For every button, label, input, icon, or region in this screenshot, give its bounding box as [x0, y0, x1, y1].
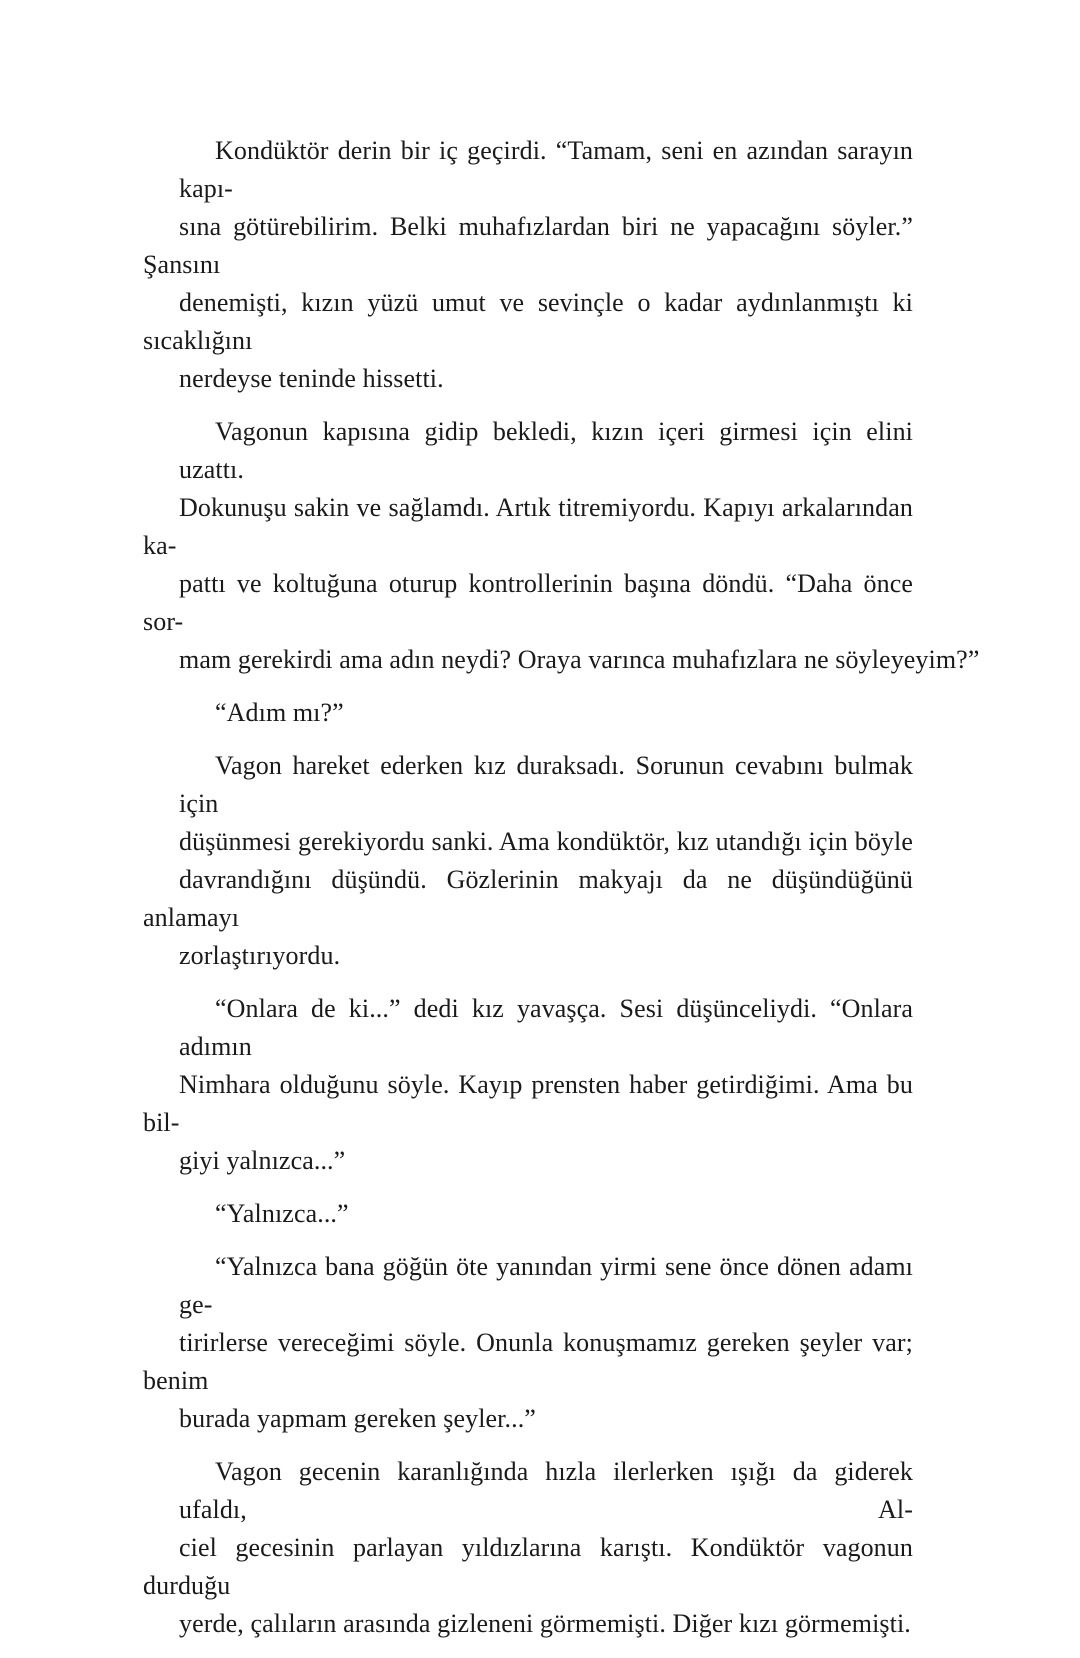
- text-line: Vagonun kapısına gidip bekledi, kızın içeri girmesi için elini uzattı.: [179, 417, 913, 484]
- paragraph-2: [143, 413, 980, 679]
- text-line: Vagon hareket ederken kız duraksadı. Sorunun cevabını bulmak için: [179, 751, 913, 818]
- text-line: Vagon gecenin karanlığında hızla ilerlerken ışığı da giderek ufaldı, Al-: [179, 1457, 913, 1524]
- text-line: Nimhara olduğunu söyle. Kayıp prensten haber getirdiğimi. Ama bu bil-: [143, 1070, 913, 1137]
- paragraph-1: [143, 132, 913, 398]
- text-line: davrandığını düşündü. Gözlerinin makyajı da ne düşündüğünü anlamayı: [143, 865, 913, 932]
- paragraph-4: [143, 747, 913, 975]
- text-line: “Onlara de ki...” dedi kız yavaşça. Sesi düşünceliydi. “Onlara adımın: [179, 994, 913, 1061]
- text-line: nerdeyse teninde hissetti.: [179, 364, 444, 393]
- paragraph-3: [143, 694, 913, 732]
- text-line: Dokunuşu sakin ve sağlamdı. Artık titremiyordu. Kapıyı arkalarından ka-: [143, 493, 913, 560]
- paragraph-7: [143, 1248, 913, 1438]
- text-line: pattı ve koltuğuna oturup kontrollerinin başına döndü. “Daha önce sor-: [143, 569, 913, 636]
- text-line: yerde, çalıların arasında gizleneni görmemişti. Diğer kızı görmemişti.: [179, 1609, 911, 1638]
- text-line: Kondüktör derin bir iç geçirdi. “Tamam, seni en azından sarayın kapı-: [179, 136, 913, 203]
- text-line: giyi yalnızca...”: [179, 1146, 346, 1175]
- text-line: düşünmesi gerekiyordu sanki. Ama kondüktör, kız utandığı için böyle: [179, 827, 913, 856]
- text-line: “Yalnızca...”: [215, 1199, 349, 1228]
- paragraph-5: [143, 990, 913, 1180]
- text-line: sına götürebilirim. Belki muhafızlardan biri ne yapacağını söyler.” Şansını: [143, 212, 913, 279]
- text-line: mam gerekirdi ama adın neydi? Oraya varınca muhafızlara ne söyleyeyim?”: [179, 645, 980, 674]
- paragraph-6: [143, 1195, 913, 1233]
- text-line: zorlaştırıyordu.: [179, 941, 341, 970]
- text-line: tirirlerse vereceğimi söyle. Onunla konuşmamız gereken şeyler var; benim: [143, 1328, 913, 1395]
- text-line: ciel gecesinin parlayan yıldızlarına karıştı. Kondüktör vagonun durduğu: [143, 1533, 913, 1600]
- text-line: “Adım mı?”: [215, 698, 344, 727]
- text-line: denemişti, kızın yüzü umut ve sevinçle o kadar aydınlanmıştı ki sıcaklığını: [143, 288, 913, 355]
- body-text: [143, 132, 980, 1658]
- text-line: burada yapmam gereken şeyler...”: [179, 1404, 536, 1433]
- text-line: “Yalnızca bana göğün öte yanından yirmi sene önce dönen adamı ge-: [179, 1252, 913, 1319]
- paragraph-8: [143, 1453, 913, 1643]
